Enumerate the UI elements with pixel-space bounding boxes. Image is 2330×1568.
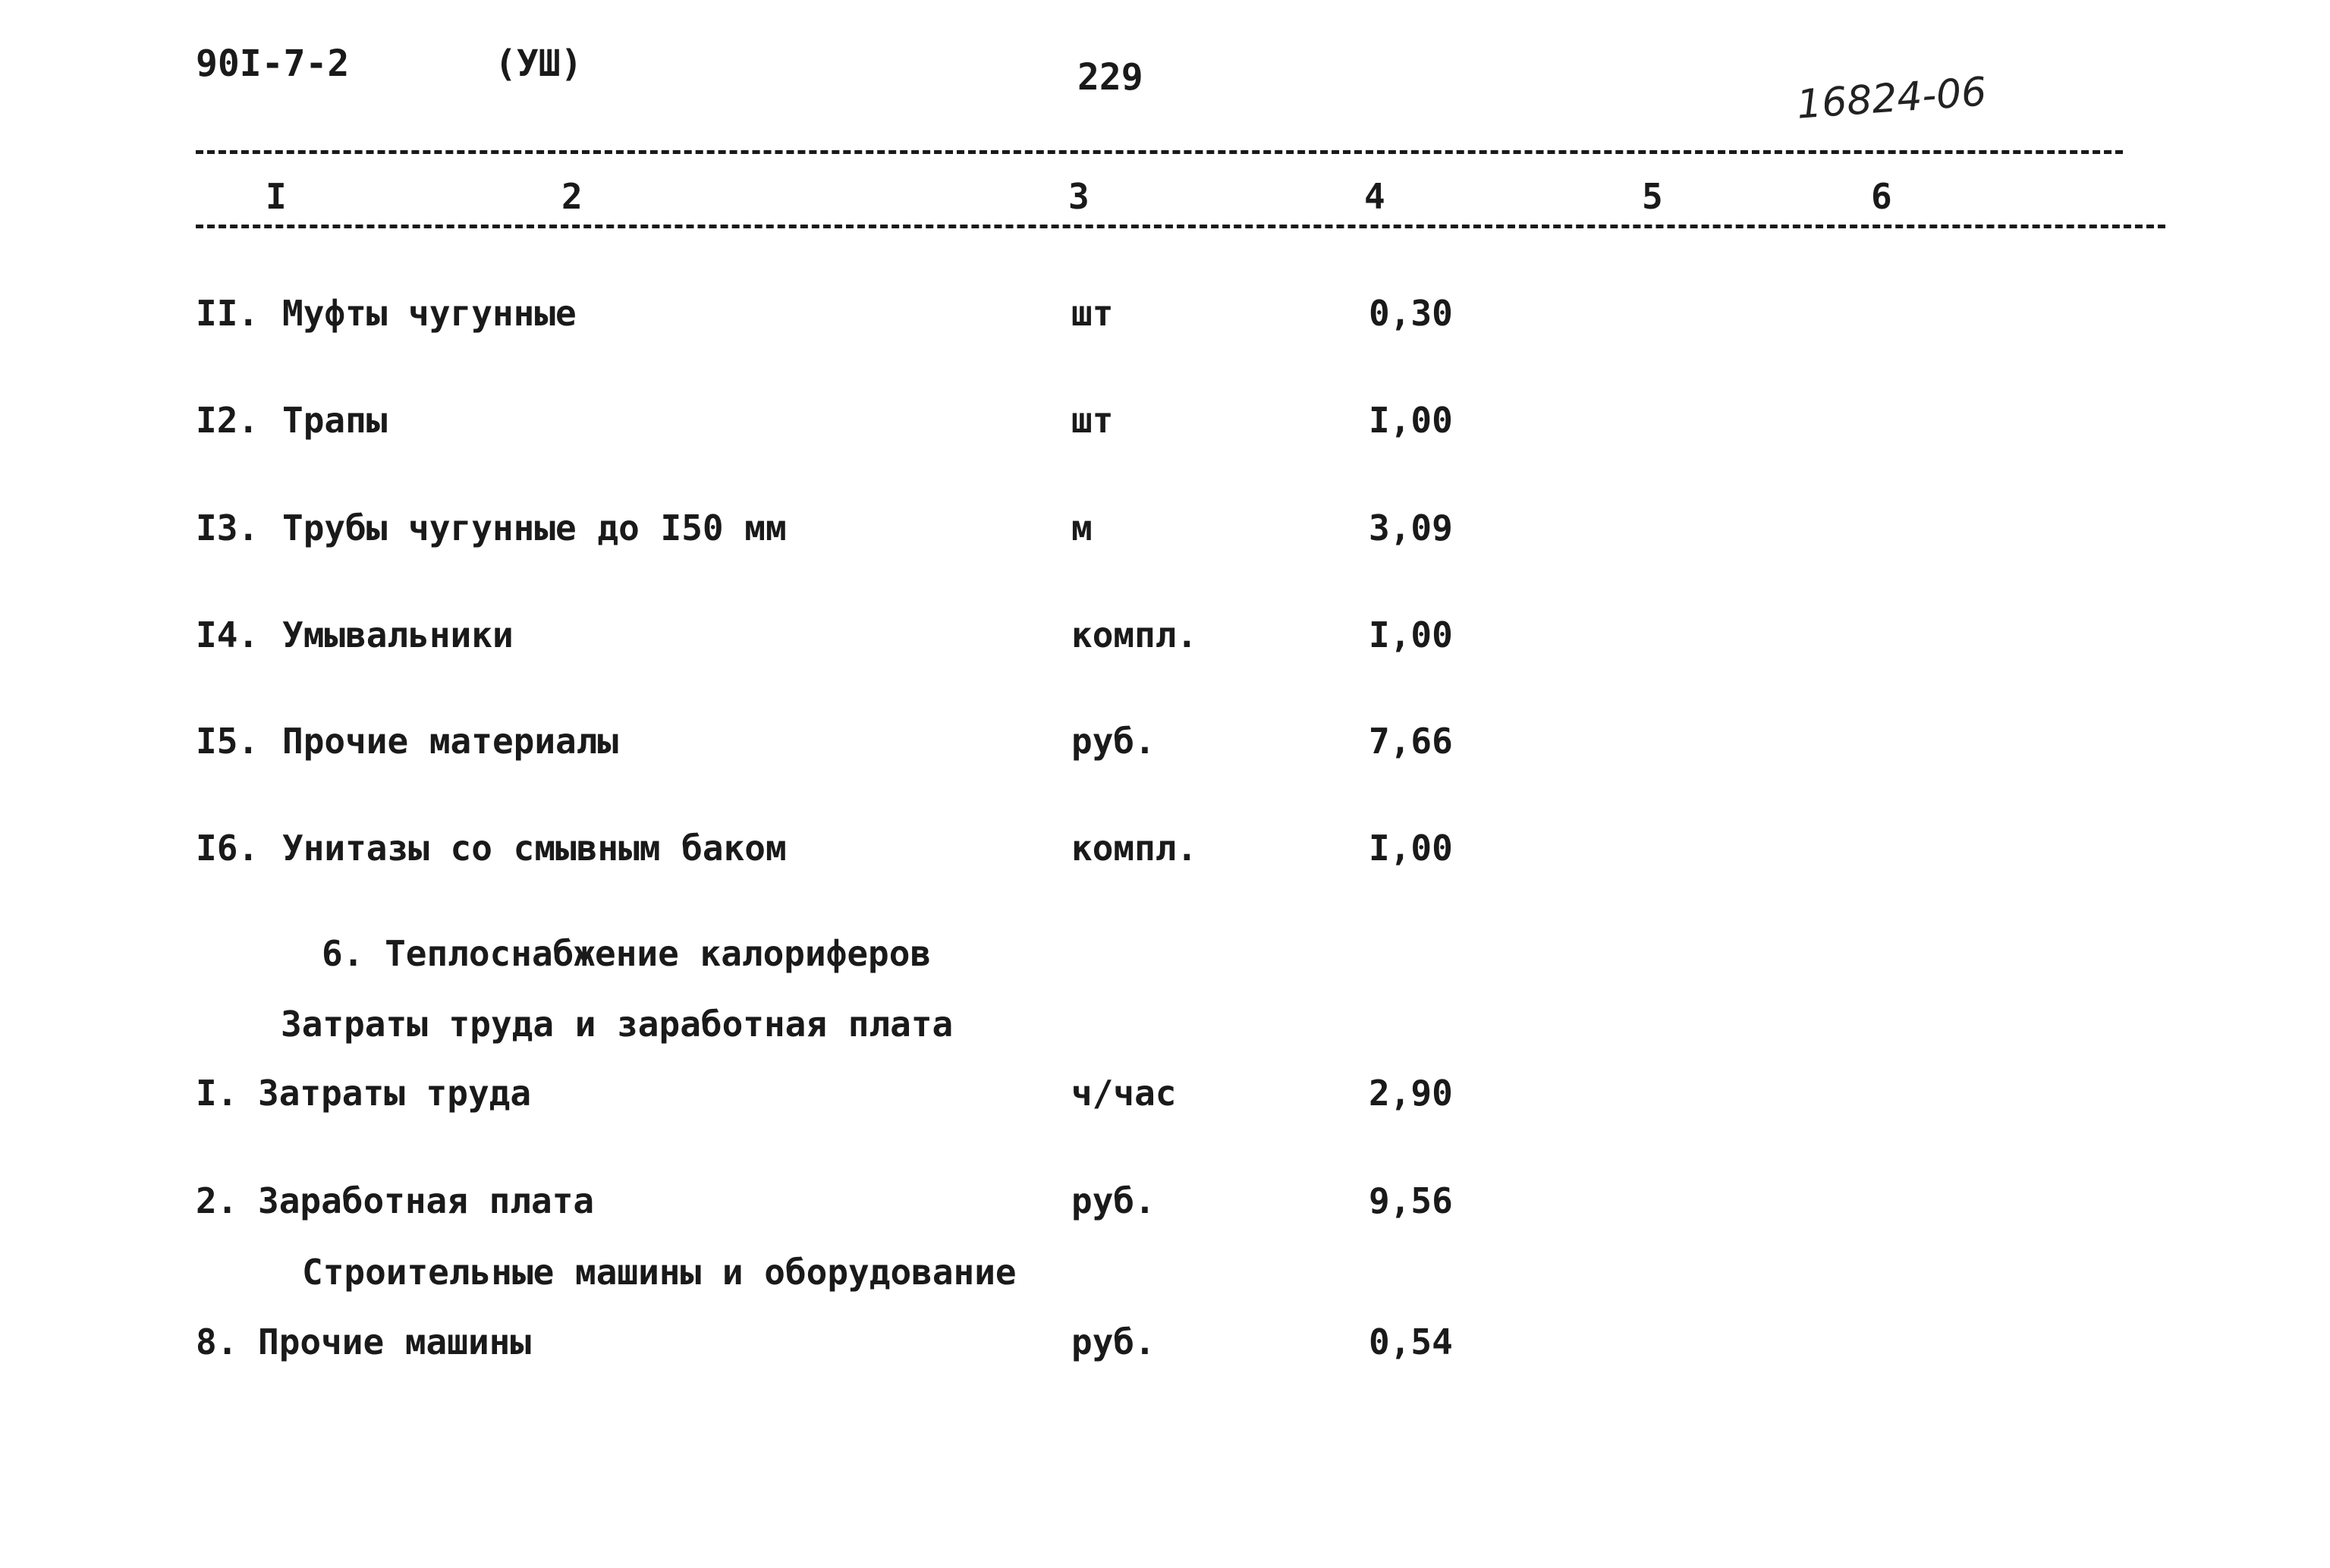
table-row [0, 400, 2330, 448]
table-row [0, 293, 2330, 341]
row-value: 0,54 [1369, 1321, 1453, 1362]
header-rule-bottom [196, 225, 2165, 228]
row-value: 9,56 [1369, 1180, 1453, 1221]
table-row [0, 1073, 2330, 1121]
row-value: I,00 [1369, 828, 1453, 869]
album-number: (УШ) [495, 42, 583, 85]
row-number: I2. [196, 400, 259, 441]
handwritten-inventory-number: 16824-06 [1795, 69, 1989, 128]
table-row [0, 614, 2330, 663]
row-number: 8. [196, 1321, 238, 1362]
header-rule-top [196, 150, 2123, 154]
table-row [0, 1180, 2330, 1229]
row-unit: компл. [1071, 614, 1198, 655]
column-number-1: I [266, 176, 287, 217]
row-unit: руб. [1071, 721, 1156, 762]
row-number: 2. [196, 1180, 238, 1221]
row-name: Унитазы со смывным баком [282, 828, 787, 869]
row-number: II. [196, 293, 259, 334]
row-unit: руб. [1071, 1321, 1156, 1362]
row-unit: руб. [1071, 1180, 1156, 1221]
row-value: I,00 [1369, 614, 1453, 655]
table-row [0, 1321, 2330, 1370]
column-number-4: 4 [1364, 176, 1385, 217]
row-number: I. [196, 1073, 238, 1114]
subsection-title-machines: Строительные машины и оборудование [302, 1252, 1017, 1293]
row-name: Муфты чугунные [282, 293, 577, 334]
row-unit: компл. [1071, 828, 1198, 869]
row-unit: м [1071, 507, 1093, 548]
column-number-3: 3 [1068, 176, 1090, 217]
row-number: I6. [196, 828, 259, 869]
row-value: 0,30 [1369, 293, 1453, 334]
column-number-2: 2 [561, 176, 583, 217]
row-value: I,00 [1369, 400, 1453, 441]
section-title: 6. Теплоснабжение калориферов [322, 933, 932, 974]
row-number: I3. [196, 507, 259, 548]
row-name: Трапы [282, 400, 388, 441]
row-name: Прочие материалы [282, 721, 619, 762]
row-name: Трубы чугунные до I50 мм [282, 507, 787, 548]
row-name: Затраты труда [258, 1073, 532, 1114]
row-name: Умывальники [282, 614, 514, 655]
row-unit: шт [1071, 400, 1114, 441]
row-unit: шт [1071, 293, 1114, 334]
row-number: I5. [196, 721, 259, 762]
document-code: 90I-7-2 [196, 42, 350, 85]
column-number-5: 5 [1642, 176, 1663, 217]
row-number: I4. [196, 614, 259, 655]
row-name: Заработная плата [258, 1180, 595, 1221]
column-number-6: 6 [1871, 176, 1892, 217]
table-row [0, 507, 2330, 556]
row-value: 3,09 [1369, 507, 1453, 548]
subsection-title-labor: Затраты труда и заработная плата [281, 1004, 954, 1045]
page-number: 229 [1077, 56, 1143, 99]
row-unit: ч/час [1071, 1073, 1177, 1114]
row-value: 7,66 [1369, 721, 1453, 762]
row-name: Прочие машины [258, 1321, 532, 1362]
table-row [0, 828, 2330, 876]
table-row [0, 721, 2330, 769]
row-value: 2,90 [1369, 1073, 1453, 1114]
